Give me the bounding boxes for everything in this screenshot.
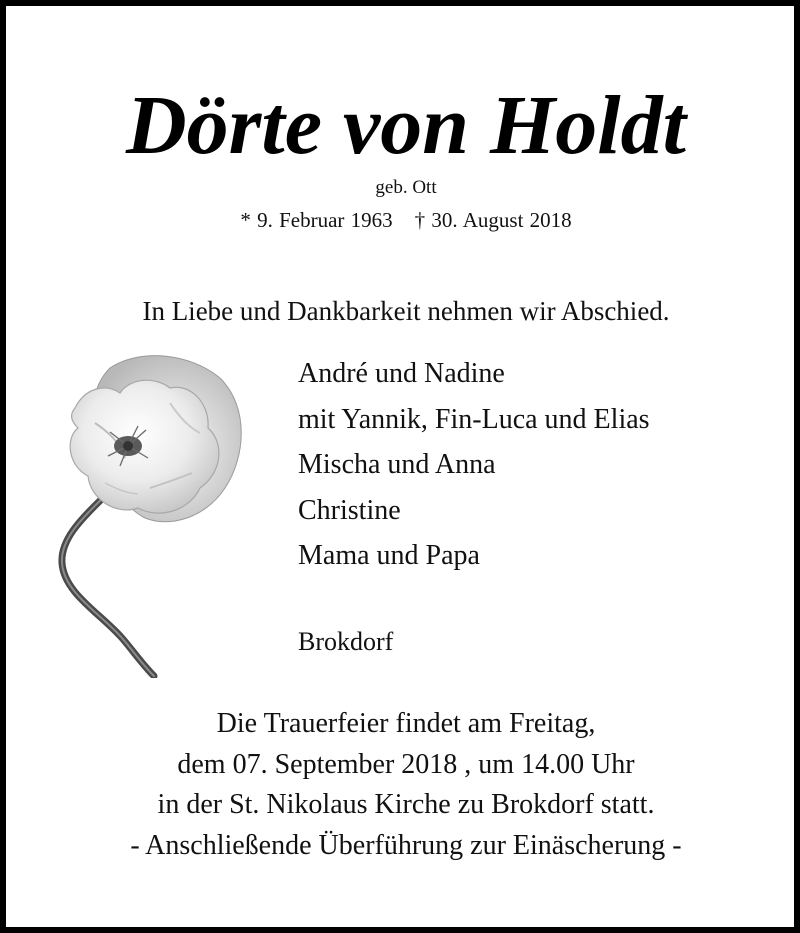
service-line: in der St. Nikolaus Kirche zu Brokdorf statt.	[157, 789, 655, 820]
deceased-name: Dörte von Holdt	[126, 79, 686, 172]
mourner-line: Mischa und Anna	[298, 449, 496, 480]
death-date: † 30. August 2018	[414, 208, 572, 232]
poppy-flower-image	[50, 348, 250, 678]
mourner-line: Mama und Papa	[298, 540, 480, 571]
mourner-line: Christine	[298, 494, 401, 526]
funeral-service-info	[6, 704, 800, 866]
service-line: dem 07. September 2018 , um 14.00 Uhr	[177, 748, 635, 780]
birth-date: * 9. Februar 1963	[240, 208, 393, 232]
mourners-list	[298, 351, 788, 579]
life-dates	[6, 207, 800, 233]
mourner-line: André und Nadine	[298, 358, 505, 389]
service-line: Die Trauerfeier findet am Freitag,	[216, 708, 596, 739]
mourner-line: mit Yannik, Fin-Luca und Elias	[298, 403, 650, 435]
service-line: - Anschließende Überführung zur Einäscherung -	[130, 829, 682, 861]
farewell-text: In Liebe und Dankbarkeit nehmen wir Abschied.	[142, 296, 670, 326]
birth-name: geb. Ott	[375, 177, 437, 198]
place-name: Brokdorf	[298, 627, 394, 656]
